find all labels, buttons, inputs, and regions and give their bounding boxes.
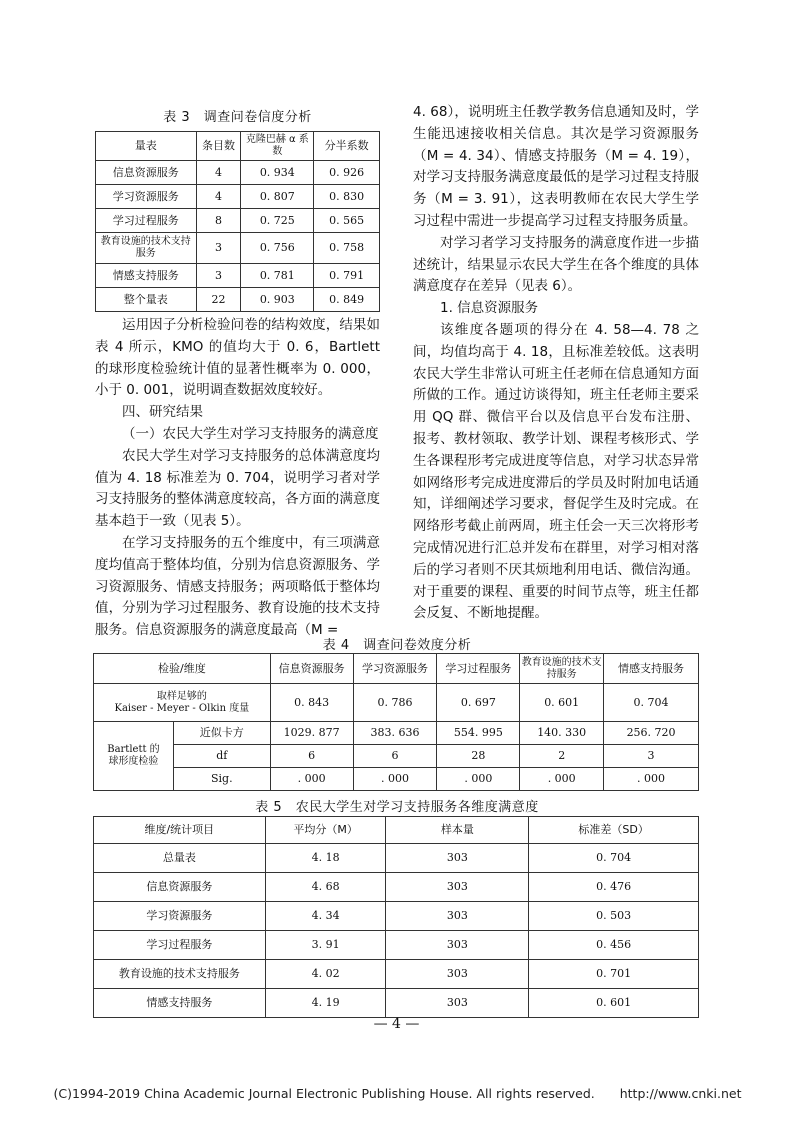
table-cell: 0. 807	[241, 185, 314, 209]
table-row	[96, 185, 380, 209]
table-cell: 8	[196, 209, 241, 233]
table-cell: 0. 704	[529, 844, 699, 873]
paragraph: 该维度各题项的得分在 4. 58—4. 78 之间，均值均高于 4. 18，且标准差较低。这表明农民大学生非常认可班主任老师在信息通知方面所做的工作。通过访谈得知，班主任老师主要采用 QQ 群、微信平台以及信息平台发布注册、报考、教材领取、教学计划、课程考核形式、学生各课程形考完成进度等信息，对学习状态异常如网络形考完成进度滞后的学员及时附加电话通知，详细阐述学习要求，督促学生及时完成。在网络形考截止前两周，班主任会一天三次将形考完成情况进行汇总并发布在群里，对学习相对落后的学习者则不厌其烦地利用电话、微信沟通。对于重要的课程、重要的时间节点等，班主任都会反复、不断地提醒。	[413, 321, 699, 622]
table-cell: 0. 786	[353, 684, 437, 722]
table-row	[94, 989, 699, 1018]
table-cell: 0. 704	[604, 684, 699, 722]
table-cell: 0. 725	[241, 209, 314, 233]
paragraph: 对学习者学习支持服务的满意度作进一步描述统计，结果显示农民大学生在各个维度的具体满意度存在差异（见表 6）。	[413, 234, 699, 295]
paragraph: 农民大学生对学习支持服务的总体满意度均值为 4. 18 标准差为 0. 704，说明学习者对学习支持服务的整体满意度较高，各方面的满意度基本趋于一致（见表 5）。	[95, 447, 380, 530]
kmo-label	[94, 684, 271, 722]
table-cell: 1029. 877	[270, 722, 353, 745]
table-row	[94, 902, 699, 931]
paragraph: 在学习支持服务的五个维度中，有三项满意度均值高于整体均值，分别为信息资源服务、学习资源服务、情感支持服务；两项略低于整体均值，分别为学习过程服务、教育设施的技术支持服务。信息资源服务的满意度最高（M =	[95, 534, 380, 639]
table4-header-cell: 信息资源服务	[270, 654, 353, 684]
kmo-label-line: Kaiser - Meyer - Olkin 度量	[114, 702, 250, 714]
table4-caption: 表 4 调查问卷效度分析	[322, 638, 472, 653]
table-row	[96, 233, 380, 264]
table-row	[94, 817, 699, 844]
table-cell: Sig.	[173, 768, 270, 791]
subsection-heading: （一）农民大学生对学习支持服务的满意度	[122, 425, 379, 442]
table-cell: 总量表	[94, 844, 266, 873]
right-column	[413, 102, 699, 625]
table-cell: 303	[386, 873, 529, 902]
bartlett-label	[94, 722, 174, 791]
copyright-footer: (C)1994-2019 China Academic Journal Electronic Publishing House. All rights reserved. http://www.cnki.net	[53, 1086, 742, 1101]
table5-header-cell: 样本量	[386, 817, 529, 844]
table-cell: 0. 565	[314, 209, 380, 233]
table-cell: 0. 601	[520, 684, 604, 722]
table-row	[94, 768, 699, 791]
table-cell: 2	[520, 745, 604, 768]
table-row	[94, 722, 699, 745]
table-row	[94, 654, 699, 684]
table-cell: 140. 330	[520, 722, 604, 745]
table-row	[94, 873, 699, 902]
table-cell: 6	[353, 745, 437, 768]
table4-header-cell: 检验/维度	[94, 654, 271, 684]
table-cell: 554. 995	[437, 722, 520, 745]
table-cell: . 000	[437, 768, 520, 791]
table3-header-cell: 量表	[96, 132, 197, 161]
table-cell: 整个量表	[96, 288, 197, 312]
table-cell: 0. 903	[241, 288, 314, 312]
table-cell: 4. 18	[265, 844, 386, 873]
table3-header-cell: 克隆巴赫 α 系数	[241, 132, 314, 161]
table-row	[96, 161, 380, 185]
table-cell: 303	[386, 960, 529, 989]
table-cell: 学习过程服务	[94, 931, 266, 960]
table-cell: 0. 456	[529, 931, 699, 960]
section-heading: 四、研究结果	[122, 404, 203, 421]
table3	[95, 131, 380, 312]
table-cell: 303	[386, 902, 529, 931]
table4-header-cell: 教育设施的技术支持服务	[520, 654, 604, 684]
table4-header-cell: 情感支持服务	[604, 654, 699, 684]
table-row	[94, 684, 699, 722]
table-cell: . 000	[604, 768, 699, 791]
table-row	[96, 288, 380, 312]
table5-header-cell: 平均分（M）	[265, 817, 386, 844]
table-cell: 情感支持服务	[96, 264, 197, 288]
table-cell: df	[173, 745, 270, 768]
table-cell: . 000	[270, 768, 353, 791]
left-column	[95, 315, 380, 642]
table-cell: 0. 781	[241, 264, 314, 288]
paragraph: 4. 68），说明班主任教学教务信息通知及时，学生能迅速接收相关信息。其次是学习资源服务（M = 4. 34）、情感支持服务（M = 4. 19），对学习支持服务满意度最低的是学习过程支持服务（M = 3. 91），这表明教师在农民大学生学习过程中需进一步提高学习过程支持服务质量。	[413, 104, 699, 229]
table3-caption: 表 3 调查问卷信度分析	[163, 110, 312, 125]
table-cell: 28	[437, 745, 520, 768]
table-cell: 0. 926	[314, 161, 380, 185]
table-cell: 3	[196, 233, 241, 264]
table-cell: 303	[386, 989, 529, 1018]
table-cell: 22	[196, 288, 241, 312]
table-cell: 学习资源服务	[96, 185, 197, 209]
table-cell: 情感支持服务	[94, 989, 266, 1018]
table-row	[94, 844, 699, 873]
table-cell: 303	[386, 844, 529, 873]
table-cell: 信息资源服务	[94, 873, 266, 902]
table-cell: 0. 849	[314, 288, 380, 312]
table5-header-cell: 维度/统计项目	[94, 817, 266, 844]
bartlett-label-line: 球形度检验	[108, 756, 159, 767]
table-cell: 0. 934	[241, 161, 314, 185]
table-cell: 3	[604, 745, 699, 768]
table-cell: 4	[196, 185, 241, 209]
table-cell: . 000	[520, 768, 604, 791]
table-cell: 3. 91	[265, 931, 386, 960]
table4	[93, 653, 699, 791]
table-row	[94, 960, 699, 989]
table4-header-cell: 学习过程服务	[437, 654, 520, 684]
table-cell: 学习资源服务	[94, 902, 266, 931]
kmo-label-line: 取样足够的	[156, 690, 207, 702]
table-row	[96, 264, 380, 288]
table-cell: 6	[270, 745, 353, 768]
table5	[93, 816, 699, 1018]
bartlett-label-line: Bartlett 的	[107, 744, 160, 755]
table-row	[94, 745, 699, 768]
page-number: — 4 —	[373, 1016, 420, 1032]
table-cell: 3	[196, 264, 241, 288]
table-cell: 0. 791	[314, 264, 380, 288]
table-row	[94, 931, 699, 960]
table-cell: 4. 19	[265, 989, 386, 1018]
table-cell: 教育设施的技术支持服务	[94, 960, 266, 989]
table-cell: 0. 503	[529, 902, 699, 931]
table-row	[96, 209, 380, 233]
table5-caption: 表 5 农民大学生对学习支持服务各维度满意度	[255, 800, 539, 815]
table-cell: 0. 601	[529, 989, 699, 1018]
table5-header-cell: 标准差（SD）	[529, 817, 699, 844]
table-cell: 303	[386, 931, 529, 960]
table-cell: 4	[196, 161, 241, 185]
table-cell: 4. 34	[265, 902, 386, 931]
table-cell: 4. 02	[265, 960, 386, 989]
table-cell: 0. 843	[270, 684, 353, 722]
table-cell: 256. 720	[604, 722, 699, 745]
table-cell: 0. 758	[314, 233, 380, 264]
table-cell: 0. 701	[529, 960, 699, 989]
table-cell: 教育设施的技术支持服务	[96, 233, 197, 264]
table-cell: . 000	[353, 768, 437, 791]
table-cell: 0. 476	[529, 873, 699, 902]
paragraph: 运用因子分析检验问卷的结构效度，结果如表 4 所示，KMO 的值均大于 0. 6，Bartlett 的球形度检验统计值的显著性概率为 0. 000，小于 0. 001，说明调查数据效度较好。	[95, 317, 380, 399]
table3-header-cell: 分半系数	[314, 132, 380, 161]
subsection-heading: 1. 信息资源服务	[440, 300, 539, 317]
table3-header-cell: 条目数	[196, 132, 241, 161]
table-cell: 383. 636	[353, 722, 437, 745]
table-cell: 信息资源服务	[96, 161, 197, 185]
table-cell: 0. 830	[314, 185, 380, 209]
table-cell: 近似卡方	[173, 722, 270, 745]
table-cell: 学习过程服务	[96, 209, 197, 233]
table-cell: 0. 756	[241, 233, 314, 264]
table4-header-cell: 学习资源服务	[353, 654, 437, 684]
table-cell: 0. 697	[437, 684, 520, 722]
table-cell: 4. 68	[265, 873, 386, 902]
